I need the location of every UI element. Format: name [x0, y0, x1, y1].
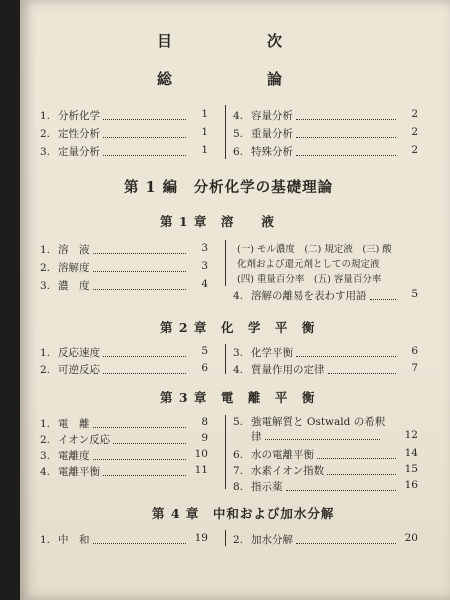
dot-leader: [370, 291, 397, 300]
toc-entry-number: 2.: [233, 534, 244, 546]
dot-leader: [103, 467, 186, 476]
toc-entry-label: 特殊分析: [251, 146, 293, 158]
mokuji-char-2: 次: [267, 32, 284, 50]
toc-entry-number: 3.: [40, 280, 51, 292]
toc-entry-number: 4.: [40, 466, 51, 478]
toc-entry-number: 8.: [233, 481, 244, 493]
toc-entry-label: 溶 液: [58, 244, 90, 256]
chapter-2-title: 第 2 章 化 学 平 衡: [160, 320, 316, 335]
toc-entry-page: 4: [201, 278, 208, 290]
toc-entry-page: 1: [201, 126, 208, 138]
ch3-item-5-page: 12: [404, 429, 418, 441]
toc-entry-number: 1.: [40, 110, 51, 122]
ch3-item-5-line2: 律: [251, 429, 383, 444]
toc-entry: [233, 479, 283, 494]
toc-entry: [40, 108, 100, 123]
toc-entry-number: 1.: [40, 244, 51, 256]
dot-leader: [103, 147, 186, 156]
toc-entry: [40, 532, 90, 547]
toc-entry: [40, 144, 100, 159]
toc-entry-page: 1: [201, 108, 208, 120]
toc-entry: [40, 126, 100, 141]
part-title: 第 1 編 分析化学の基礎理論: [124, 179, 334, 196]
toc-entry-page: 10: [194, 448, 208, 460]
toc-entry-label: 中 和: [58, 534, 90, 546]
toc-entry-page: 3: [201, 242, 208, 254]
dot-leader: [113, 435, 186, 444]
dot-leader: [93, 263, 187, 272]
toc-entry: [40, 362, 100, 377]
toc-entry-label: 電離度: [58, 450, 90, 462]
toc-entry: [233, 532, 293, 547]
dot-leader: [296, 147, 396, 156]
toc-entry-page: 14: [404, 447, 418, 459]
dot-leader: [103, 129, 186, 138]
dot-leader: [93, 451, 187, 460]
toc-entry-page: 6: [201, 362, 208, 374]
toc-entry: [40, 278, 90, 293]
toc-entry-page: 5: [411, 288, 418, 300]
toc-entry: [233, 345, 293, 360]
column-divider: [225, 415, 226, 489]
toc-entry-number: 6.: [233, 449, 244, 461]
toc-entry-number: 2.: [40, 434, 51, 446]
chapter-4-title: 第 4 章 中和および加水分解: [152, 506, 335, 521]
toc-entry-number: 4.: [233, 110, 244, 122]
toc-entry: [40, 416, 90, 431]
toc-entry: [233, 108, 293, 123]
dot-leader: [317, 450, 396, 459]
dot-leader: [93, 419, 187, 428]
toc-entry-page: 20: [404, 532, 418, 544]
toc-entry: [40, 260, 90, 275]
toc-entry: [233, 288, 367, 303]
dot-leader: [93, 281, 187, 290]
chapter-3-title: 第 3 章 電 離 平 衡: [160, 390, 316, 405]
column-divider: [225, 344, 226, 374]
toc-entry-number: 1.: [40, 347, 51, 359]
toc-entry-number: 4.: [233, 290, 244, 302]
toc-entry-label: 重量分析: [251, 128, 293, 140]
toc-entry-page: 6: [411, 345, 418, 357]
toc-entry-label: 加水分解: [251, 534, 293, 546]
ch3-item-5-line1: 5. 強電解質と Ostwald の希釈: [233, 416, 386, 428]
dot-leader: [103, 111, 186, 120]
soron-char-1: 総: [157, 70, 174, 88]
toc-entry: [40, 345, 100, 360]
toc-entry-page: 1: [201, 144, 208, 156]
toc-entry: [233, 144, 293, 159]
dot-leader: [103, 348, 186, 357]
toc-entry-page: 5: [201, 345, 208, 357]
toc-entry-page: 8: [201, 416, 208, 428]
toc-entry: [233, 447, 314, 462]
toc-entry-page: 2: [411, 144, 418, 156]
toc-entry-page: 15: [404, 463, 418, 475]
dot-leader: [93, 245, 187, 254]
toc-entry-number: 3.: [40, 146, 51, 158]
mokuji-char-1: 目: [157, 32, 174, 50]
toc-entry-label: 定性分析: [58, 128, 100, 140]
toc-entry-label: 電離平衡: [58, 466, 100, 478]
ch1-note-line-3: (四) 重量百分率 (五) 容量百分率: [237, 274, 382, 285]
toc-entry-number: 5.: [233, 128, 244, 140]
column-divider: [225, 105, 226, 159]
toc-entry-page: 9: [201, 432, 208, 444]
toc-entry-page: 7: [411, 362, 418, 374]
toc-entry-page: 3: [201, 260, 208, 272]
toc-entry-number: 2.: [40, 128, 51, 140]
toc-entry-number: 1.: [40, 534, 51, 546]
toc-entry-number: 2.: [40, 364, 51, 376]
toc-entry-label: 反応速度: [58, 347, 100, 359]
dot-leader: [286, 482, 397, 491]
dot-leader: [296, 129, 396, 138]
toc-entry-number: 4.: [233, 364, 244, 376]
toc-entry: [233, 463, 324, 478]
toc-entry-label: 濃 度: [58, 280, 90, 292]
dot-leader: [296, 348, 396, 357]
toc-page: [20, 0, 450, 600]
toc-entry-label: 定量分析: [58, 146, 100, 158]
soron-char-2: 論: [267, 70, 284, 88]
toc-entry-number: 7.: [233, 465, 244, 477]
toc-entry: [40, 464, 100, 479]
toc-entry-page: 16: [404, 479, 418, 491]
toc-entry-label: 溶解度: [58, 262, 90, 274]
toc-entry: [40, 432, 110, 447]
dot-leader: [327, 466, 396, 475]
toc-entry-label: 化学平衡: [251, 347, 293, 359]
dot-leader: [93, 535, 187, 544]
toc-entry: [40, 242, 90, 257]
toc-entry-number: 1.: [40, 418, 51, 430]
toc-entry-number: 3.: [40, 450, 51, 462]
toc-entry-number: 6.: [233, 146, 244, 158]
toc-entry-page: 19: [194, 532, 208, 544]
toc-entry-label: 電 離: [58, 418, 90, 430]
dot-leader: [296, 535, 396, 544]
toc-entry-label: 可逆反応: [58, 364, 100, 376]
dot-leader: [296, 111, 396, 120]
toc-entry: [233, 126, 293, 141]
toc-entry-label: 水の電離平衡: [251, 449, 314, 461]
toc-entry-number: 2.: [40, 262, 51, 274]
column-divider: [225, 530, 226, 546]
toc-entry-page: 11: [194, 464, 208, 476]
toc-entry: [233, 362, 325, 377]
toc-entry-label: 溶解の離易を表わす用語: [251, 290, 367, 302]
toc-entry-number: 3.: [233, 347, 244, 359]
chapter-1-title: 第 1 章 溶 液: [160, 214, 275, 229]
toc-entry-label: 水素イオン指数: [251, 465, 325, 477]
toc-entry-page: 2: [411, 126, 418, 138]
toc-entry-label: 分析化学: [58, 110, 100, 122]
toc-entry: [40, 448, 90, 463]
toc-entry-page: 2: [411, 108, 418, 120]
column-divider: [225, 240, 226, 286]
dot-leader: [328, 365, 397, 374]
toc-entry-label: 指示薬: [251, 481, 283, 493]
ch1-note-line-1: (一) モル濃度 (二) 規定液 (三) 酸: [237, 244, 392, 255]
ch1-note-line-2: 化剤および還元剤としての規定液: [237, 259, 380, 270]
toc-entry-label: 容量分析: [251, 110, 293, 122]
toc-entry-label: 質量作用の定律: [251, 364, 325, 376]
dot-leader: [103, 365, 186, 374]
toc-entry-label: イオン反応: [58, 434, 111, 446]
